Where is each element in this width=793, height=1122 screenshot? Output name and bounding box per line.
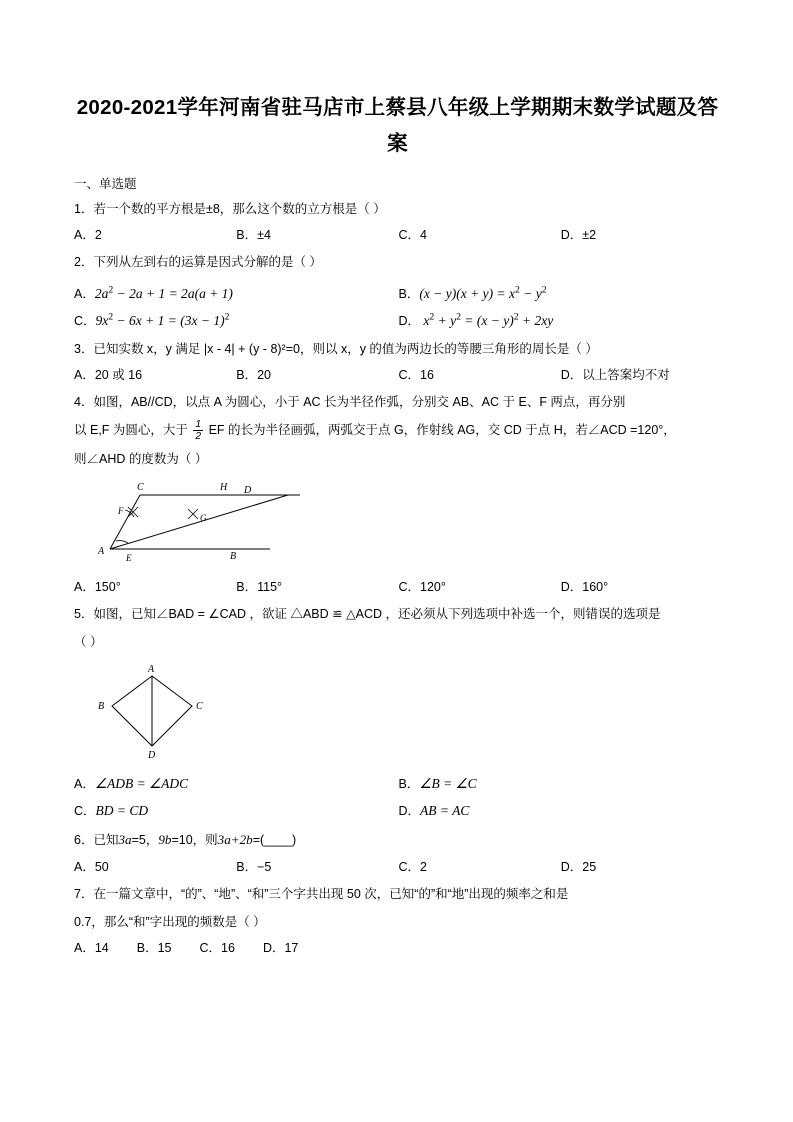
question-3-stem (74, 338, 723, 361)
option-a[interactable]: A．14 (74, 941, 109, 956)
question-5-options-row-1 (74, 774, 723, 792)
q6-pre: 已知 (93, 833, 119, 848)
question-6-options (74, 856, 723, 879)
option-d[interactable]: D．±2 (560, 227, 597, 242)
svg-text:D: D (244, 484, 252, 496)
option-d[interactable]: D．160° (560, 579, 609, 594)
question-1-text: 若一个数的平方根是±8，那么这个数的立方根是（ ） (93, 201, 386, 216)
svg-text:D: D (148, 750, 156, 761)
question-6-stem (74, 828, 723, 852)
question-4-stem-line-1 (74, 391, 723, 414)
q4-text-2a: 以 (74, 423, 87, 438)
question-2-options-row-2 (74, 311, 723, 329)
option-b[interactable]: B．±4 (236, 227, 271, 242)
q4-text-2c: EF 的长为半径画弧，两弧交于点 G，作射线 AG，交 CD 于点 H，若∠ACD =120°， (208, 423, 676, 438)
question-7-text-1: 在一篇文章中，“的”、“地”、“和”三个字共出现 50 次，已知“的”和“地”出现的频率之和是 (93, 887, 569, 902)
section-heading: 一、单选题 (74, 176, 137, 191)
svg-text:H: H (220, 481, 228, 493)
option-a[interactable]: A．150° (74, 579, 121, 594)
geometry-diagram-parallel-lines (92, 477, 322, 567)
option-a[interactable]: A．2 (74, 227, 102, 242)
question-5-stem-line-1 (74, 603, 723, 626)
question-5-options-row-2 (74, 801, 723, 819)
question-2-options-row-1 (74, 284, 723, 302)
question-3-number: 3． (74, 341, 94, 356)
option-c[interactable]: C．120° (398, 579, 446, 594)
option-c[interactable]: C．16 (398, 367, 434, 382)
question-5-stem-line-2: （ ） (74, 635, 103, 650)
svg-text:C: C (196, 701, 203, 713)
option-b[interactable]: B．$(x - y)(x + y) = x^2 - y^2$ (398, 284, 547, 301)
option-c[interactable]: C．16 (199, 941, 235, 956)
q6-post: =(____) (252, 833, 297, 848)
question-6-number: 6． (74, 833, 94, 848)
question-7-stem-line-1 (74, 883, 723, 906)
option-c[interactable]: C．4 (398, 227, 427, 242)
question-4-number: 4． (74, 395, 94, 410)
question-5-number: 5． (74, 607, 94, 622)
option-c[interactable]: C．BD = CD (74, 803, 149, 819)
question-4-stem-line-2 (74, 419, 723, 442)
option-d[interactable]: D． $x^2 + y^2 = (x - y)^2 + 2xy$ (398, 311, 554, 328)
question-2-text: 下列从左到右的运算是因式分解的是（ ） (93, 255, 322, 270)
question-5-figure (92, 660, 723, 765)
page-title: 2020-2021学年河南省驻马店市上蔡县八年级上学期期末数学试题及答案 (76, 96, 719, 155)
q4-text-2b: E,F 为圆心，大于 (90, 423, 188, 438)
question-1-number: 1． (74, 201, 94, 216)
question-5-text-1: 如图，已知∠BAD = ∠CAD ，欲证 △ABD ≌ △ACD ，还必须从下列选项中补选一个，则错误的选项是 (93, 607, 661, 622)
question-2-number: 2． (74, 255, 94, 270)
svg-text:C: C (137, 481, 144, 493)
svg-text:F: F (118, 505, 124, 516)
q6-mid-1: =5， (131, 833, 159, 848)
question-3-options (74, 364, 723, 387)
option-c[interactable]: C．2 (398, 859, 427, 874)
option-c[interactable]: C．$9x^2 - 6x + 1 = (3x - 1)^2$ (74, 311, 230, 328)
fraction-one-half: $\frac{1}{2}$ (195, 419, 202, 443)
question-4-figure (92, 477, 723, 572)
question-1-stem (74, 198, 723, 221)
option-b[interactable]: B．115° (236, 579, 283, 594)
option-d[interactable]: D．25 (560, 859, 597, 874)
option-a[interactable]: A．∠ADB = ∠ADC (74, 776, 189, 792)
q6-expr-b: 9b (158, 832, 172, 848)
svg-text:B: B (98, 701, 105, 713)
option-b[interactable]: B．15 (136, 941, 172, 956)
q6-expr-c: 3a+2b (217, 832, 253, 848)
geometry-diagram-kite (92, 660, 252, 760)
q6-mid-2: =10，则 (171, 833, 218, 848)
option-b[interactable]: B．20 (236, 367, 271, 382)
svg-text:B: B (230, 550, 237, 562)
svg-text:E: E (126, 552, 132, 563)
option-b[interactable]: B．∠B = ∠C (398, 776, 477, 792)
option-d[interactable]: D．17 (262, 941, 299, 956)
option-d[interactable]: D．AB = AC (398, 803, 470, 819)
question-2-stem (74, 251, 723, 274)
question-7-number: 7． (74, 887, 94, 902)
question-4-stem-line-3: 则∠AHD 的度数为（ ） (74, 451, 208, 466)
option-b[interactable]: B．−5 (236, 859, 272, 874)
svg-text:A: A (98, 545, 105, 557)
question-7-stem-line-2: 0.7，那么“和”字出现的频数是（ ） (74, 915, 266, 930)
question-3-text: 已知实数 x，y 满足 |x - 4| + (y - 8)²=0，则以 x，y 的值为两边长的等腰三角形的周长是（ ） (93, 341, 598, 356)
q6-expr-a: 3a (118, 832, 132, 848)
question-7-options (74, 937, 723, 960)
svg-text:G: G (200, 512, 207, 523)
option-d[interactable]: D．以上答案均不对 (560, 367, 670, 382)
option-a[interactable]: A．20 或 16 (74, 367, 143, 382)
question-4-text-1: 如图，AB//CD，以点 A 为圆心，小于 AC 长为半径作弧，分别交 AB、AC 于 E、F 两点，再分别 (93, 395, 626, 410)
option-a[interactable]: A．50 (74, 859, 109, 874)
question-1-options (74, 224, 723, 247)
svg-text:A: A (148, 664, 155, 676)
question-4-options (74, 576, 723, 599)
option-a[interactable]: A．$2a^2 - 2a + 1 = 2a(a + 1)$ (74, 284, 233, 301)
